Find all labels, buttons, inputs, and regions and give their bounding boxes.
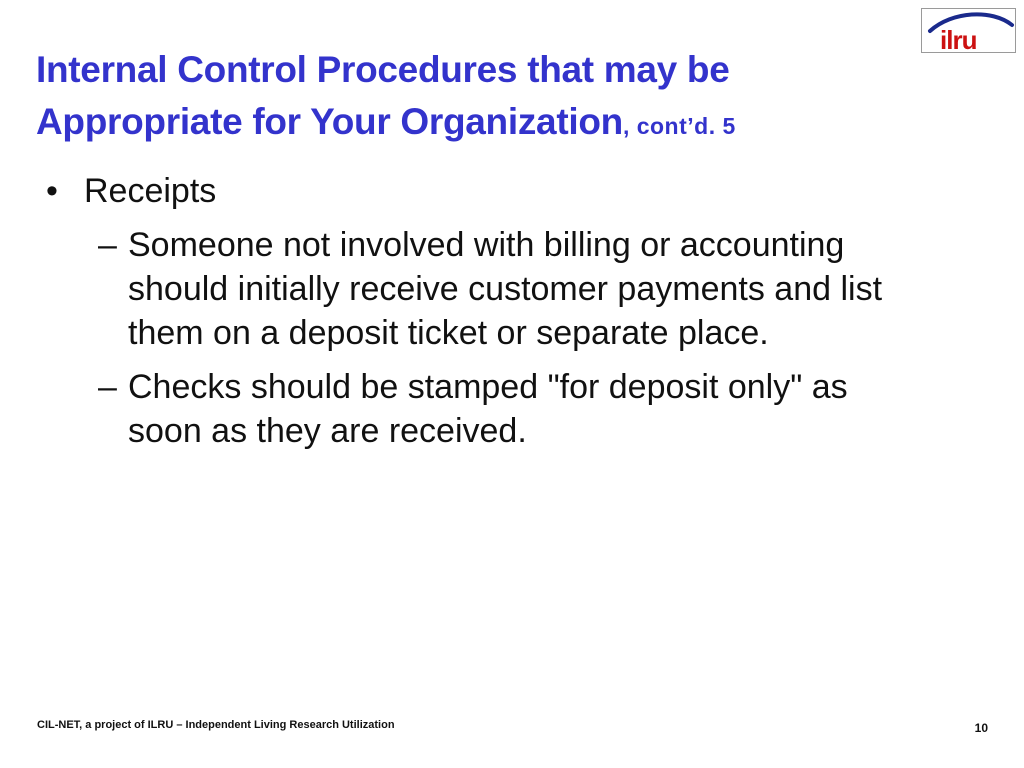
- sub-bullet-dash: –: [98, 226, 117, 264]
- title-line-1: Internal Control Procedures that may be: [36, 49, 730, 90]
- sub-bullet-2: [98, 365, 978, 453]
- bullet-heading: Receipts: [84, 172, 217, 210]
- sub-bullet-line: soon as they are received.: [128, 412, 527, 450]
- sub-bullet-line: Someone not involved with billing or accounting: [128, 226, 845, 264]
- title-line-2-wrapper: [36, 96, 996, 152]
- sub-bullet-text: [128, 223, 978, 355]
- title-suffix: , cont’d. 5: [622, 113, 736, 139]
- sub-bullet-line: Checks should be stamped "for deposit only" as: [128, 368, 848, 406]
- sub-bullet-1: [98, 223, 978, 355]
- sub-bullet-dash: –: [98, 368, 117, 406]
- sub-bullet-line: them on a deposit ticket or separate place.: [128, 314, 769, 352]
- footer-text: CIL-NET, a project of ILRU – Independent Living Research Utilization: [37, 719, 395, 731]
- title-line-2: Appropriate for Your Organization: [36, 101, 623, 142]
- page-number: 10: [974, 721, 988, 735]
- sub-bullet-text: [128, 365, 978, 453]
- slide-title: [36, 44, 996, 152]
- bullet-receipts: [46, 168, 216, 214]
- logo-text: ilru: [940, 25, 977, 52]
- sub-bullet-line: should initially receive customer payments and list: [128, 270, 883, 308]
- bullet-dot: •: [46, 172, 58, 210]
